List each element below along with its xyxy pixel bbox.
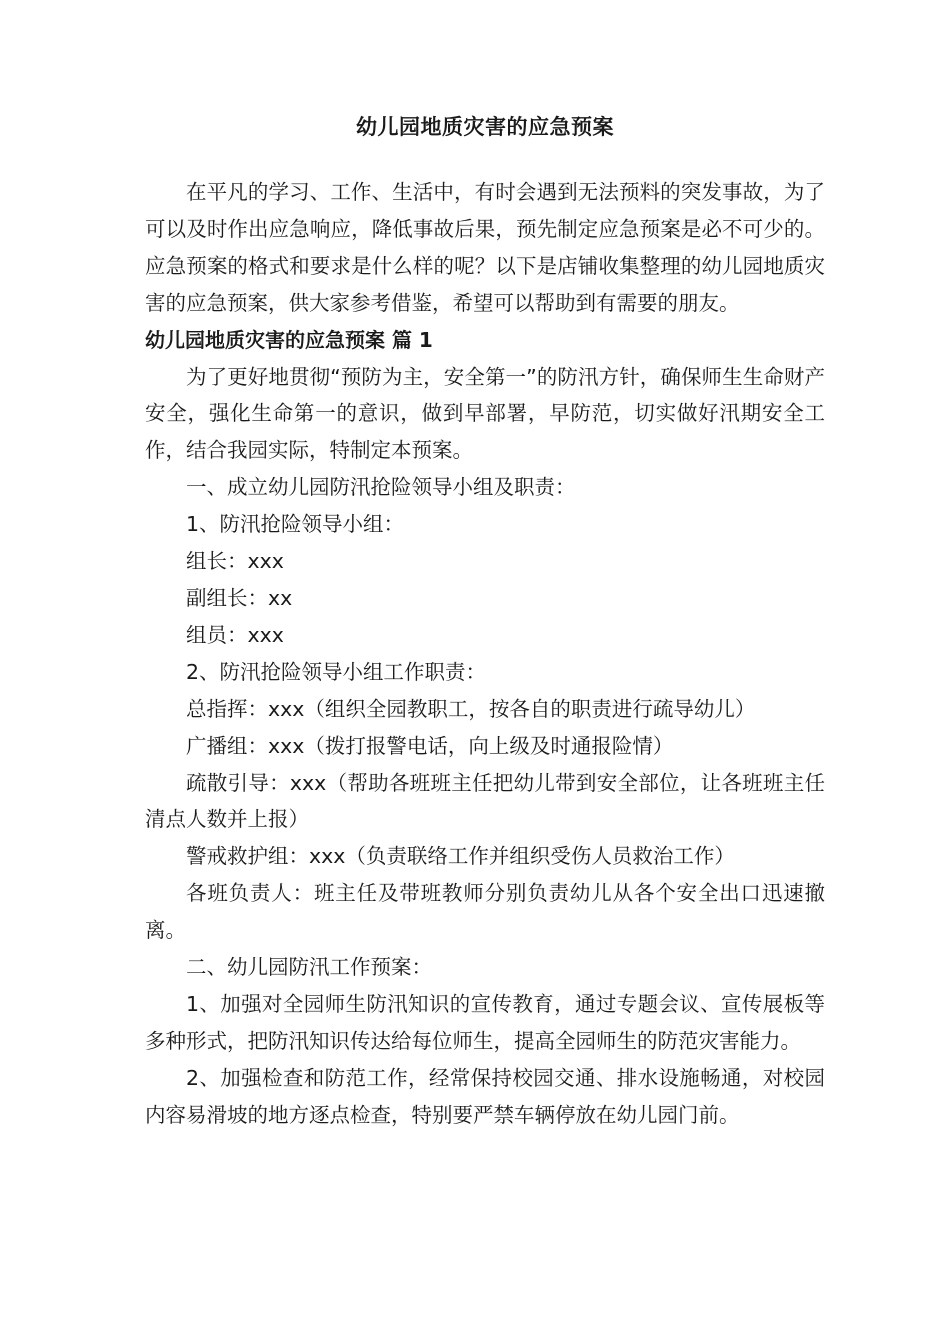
- paragraph-duties-heading: 2、防汛抢险领导小组工作职责：: [186, 659, 487, 684]
- paragraph-section-one: 一、成立幼儿园防汛抢险领导小组及职责：: [186, 475, 576, 500]
- paragraph-leadership-group: 1、防汛抢险领导小组：: [186, 512, 405, 537]
- section-heading: 幼儿园地质灾害的应急预案 篇 1: [145, 327, 433, 352]
- paragraph-inspection: 2、加强检查和防范工作，经常保持校园交通、排水设施畅通，对校园内容易滑坡的地方逐点检查，特别要严禁车辆停放在幼儿园门前。: [145, 1065, 825, 1127]
- paragraph-commander: 总指挥：xxx（组织全园教职工，按各自的职责进行疏导幼儿）: [186, 696, 756, 721]
- paragraph-broadcast: 广播组：xxx（拨打报警电话，向上级及时通报险情）: [186, 733, 674, 758]
- paragraph-purpose: 为了更好地贯彻“预防为主，安全第一”的防汛方针，确保师生生命财产安全，强化生命第一的意识，做到早部署，早防范，切实做好汛期安全工作，结合我园实际，特制定本预案。: [145, 364, 825, 463]
- paragraph-section-two: 二、幼儿园防汛工作预案：: [186, 955, 432, 980]
- paragraph-education: 1、加强对全园师生防汛知识的宣传教育，通过专题会议、宣传展板等多种形式，把防汛知识传达给每位师生，提高全园师生的防范灾害能力。: [145, 991, 825, 1053]
- paragraph-deputy-leader: 副组长：xx: [186, 585, 293, 610]
- paragraph-members: 组员：xxx: [186, 622, 284, 647]
- paragraph-rescue: 警戒救护组：xxx（负责联络工作并组织受伤人员救治工作）: [186, 844, 735, 869]
- document-title: 幼儿园地质灾害的应急预案: [356, 115, 614, 139]
- intro-paragraph: 在平凡的学习、工作、生活中，有时会遇到无法预料的突发事故，为了可以及时作出应急响应，降低事故后果，预先制定应急预案是必不可少的。应急预案的格式和要求是什么样的呢？以下是店铺收集整理的幼儿园地质灾害的应急预案，供大家参考借鉴，希望可以帮助到有需要的朋友。: [145, 180, 825, 315]
- document-body: [145, 174, 825, 1134]
- paragraph-class-leaders: 各班负责人：班主任及带班教师分别负责幼儿从各个安全出口迅速撤离。: [145, 881, 825, 943]
- paragraph-leader: 组长：xxx: [186, 549, 284, 574]
- paragraph-evacuation: 疏散引导：xxx（帮助各班班主任把幼儿带到安全部位，让各班班主任清点人数并上报）: [145, 770, 825, 832]
